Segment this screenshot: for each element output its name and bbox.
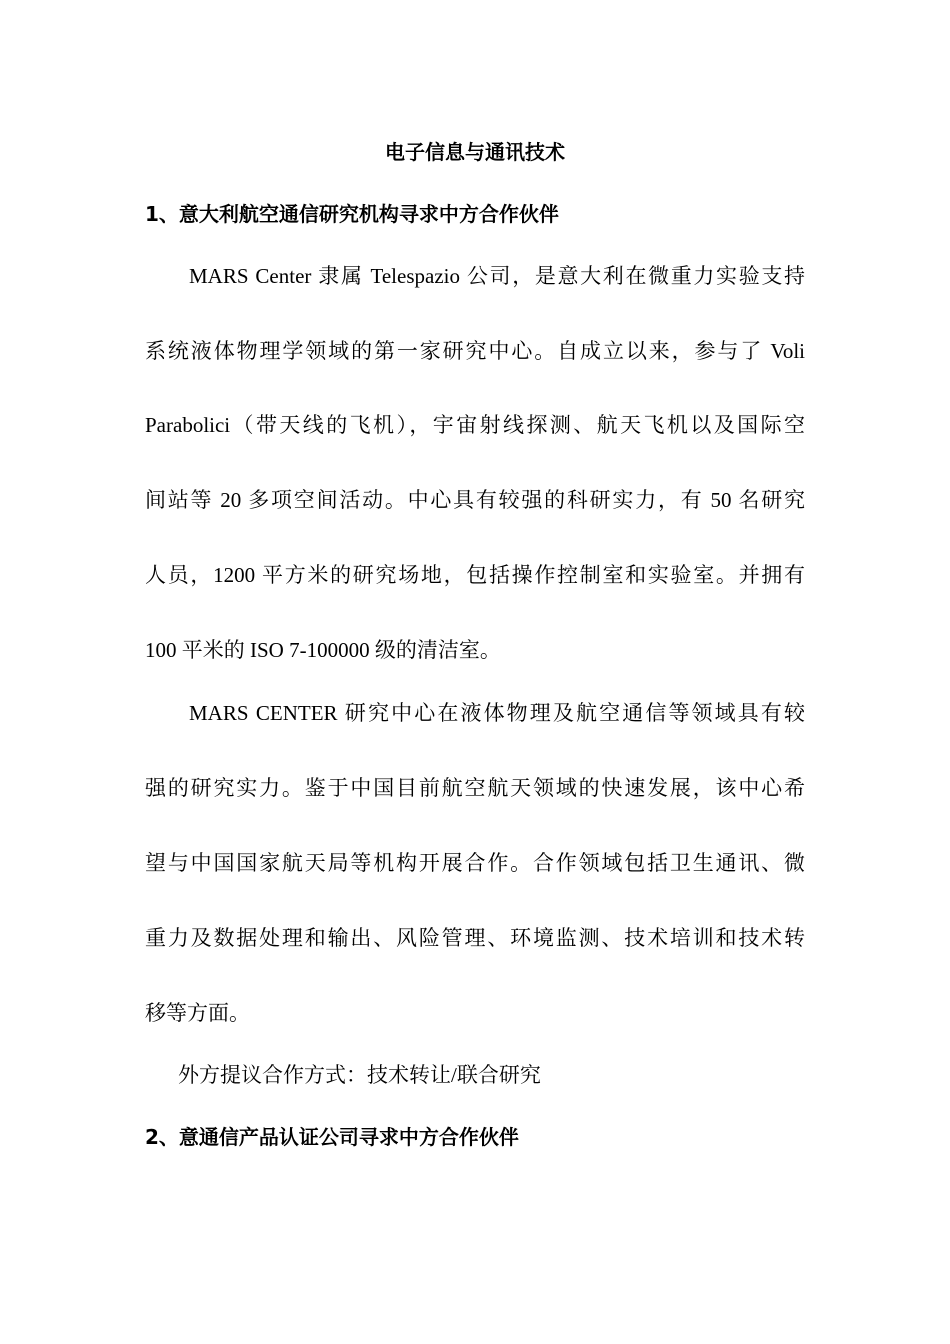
paragraph-line: Parabolici（带天线的飞机），宇宙射线探测、航天飞机以及国际空 bbox=[145, 413, 805, 437]
paragraph-line: 移等方面。 bbox=[145, 1001, 250, 1025]
paragraph-line: 间站等 20 多项空间活动。中心具有较强的科研实力，有 50 名研究 bbox=[145, 488, 805, 512]
paragraph-line: MARS CENTER 研究中心在液体物理及航空通信等领域具有较 bbox=[189, 701, 805, 725]
document-title: 电子信息与通讯技术 bbox=[385, 140, 565, 164]
paragraph-line: 系统液体物理学领域的第一家研究中心。自成立以来，参与了 Voli bbox=[145, 339, 805, 363]
section-2-heading: 2、意通信产品认证公司寻求中方合作伙伴 bbox=[145, 1125, 519, 1149]
paragraph-line: 强的研究实力。鉴于中国目前航空航天领域的快速发展，该中心希 bbox=[145, 776, 805, 800]
cooperation-method: 外方提议合作方式：技术转让/联合研究 bbox=[178, 1063, 541, 1087]
paragraph-line: 人员，1200 平方米的研究场地，包括操作控制室和实验室。并拥有 bbox=[145, 563, 805, 587]
paragraph-line: 望与中国国家航天局等机构开展合作。合作领域包括卫生通讯、微 bbox=[145, 851, 805, 875]
paragraph-line: 重力及数据处理和输出、风险管理、环境监测、技术培训和技术转 bbox=[145, 926, 805, 950]
paragraph-line: 100 平米的 ISO 7-100000 级的清洁室。 bbox=[145, 638, 501, 662]
paragraph-line: MARS Center 隶属 Telespazio 公司，是意大利在微重力实验支持 bbox=[189, 264, 805, 288]
section-1-heading: 1、意大利航空通信研究机构寻求中方合作伙伴 bbox=[145, 202, 559, 226]
